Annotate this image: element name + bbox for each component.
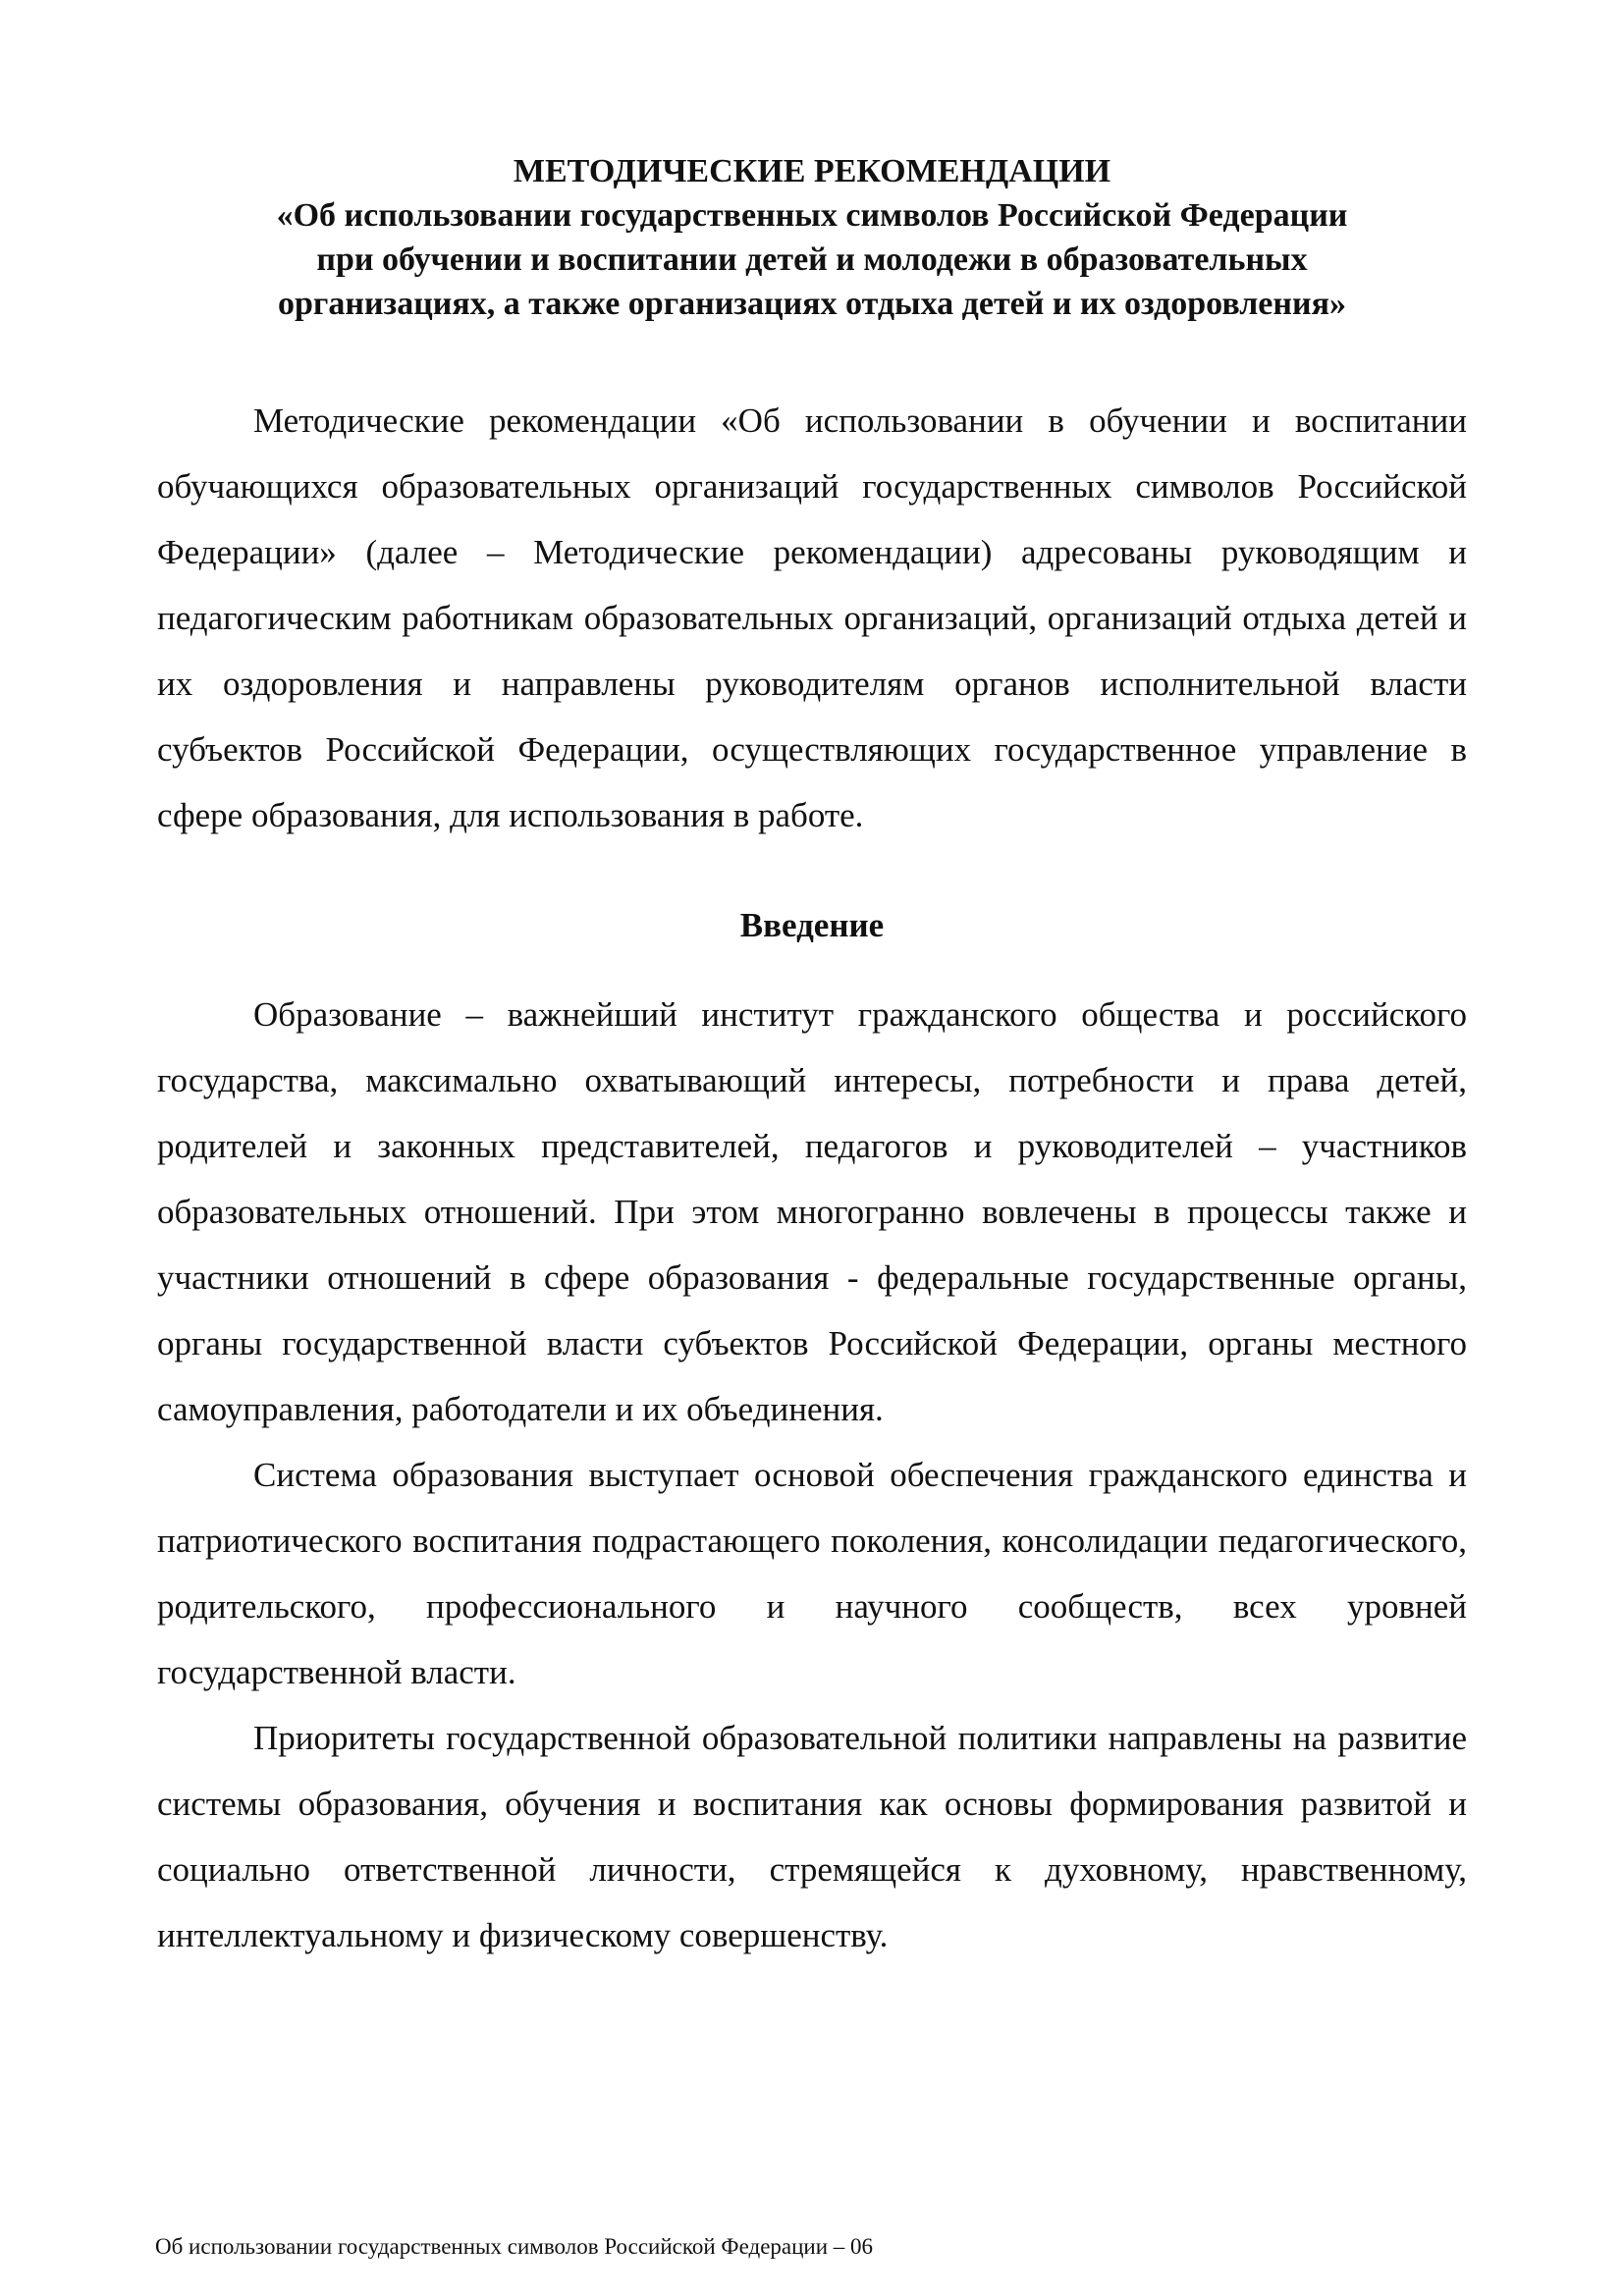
document-title [157, 149, 1467, 326]
intro-paragraph: Методические рекомендации «Об использовании в обучении и воспитании обучающихся образовательных организаций государственных символов Российской Федерации» (далее – Методические рекомендации) адресованы руководящим и педагогическим работникам образовательных организаций, организаций отдыха детей и их оздоровления и направлены руководителям органов исполнительной власти субъектов Российской Федерации, осуществляющих государственное управление в сфере образования, для использования в работе. [157, 401, 1467, 834]
section-heading: Введение [739, 906, 885, 944]
page-footer: Об использовании государственных символов Российской Федерации – 06 [155, 2234, 874, 2259]
section-paragraph-3: Приоритеты государственной образовательной политики направлены на развитие системы образования, обучения и воспитания как основы формирования развитой и социально ответственной личности, стремящейся к духовному, нравственному, интеллектуальному и физическому совершенству. [157, 1719, 1467, 1954]
section-paragraph-2: Система образования выступает основой обеспечения гражданского единства и патриотического воспитания подрастающего поколения, консолидации педагогического, родительского, профессионального и научного сообществ, всех уровней государственной власти. [157, 1456, 1467, 1691]
title-line-2: «Об использовании государственных символов Российской Федерации [276, 197, 1348, 234]
title-line-1: МЕТОДИЧЕСКИЕ РЕКОМЕНДАЦИИ [513, 153, 1111, 189]
title-line-4: организациях, а также организациях отдыха детей и их оздоровления» [278, 286, 1346, 322]
intro-section [157, 388, 1467, 848]
title-line-3: при обучении и воспитании детей и молодежи в образовательных [316, 241, 1308, 278]
introduction-section [157, 982, 1467, 1968]
section-paragraph-1: Образование – важнейший институт гражданского общества и российского государства, максимально охватывающий интересы, потребности и права детей, родителей и законных представителей, педагогов и руководителей – участников образовательных отношений. При этом многогранно вовлечены в процессы также и участники отношений в сфере образования - федеральные государственные органы, органы государственной власти субъектов Российской Федерации, органы местного самоуправления, работодатели и их объединения. [157, 995, 1467, 1428]
